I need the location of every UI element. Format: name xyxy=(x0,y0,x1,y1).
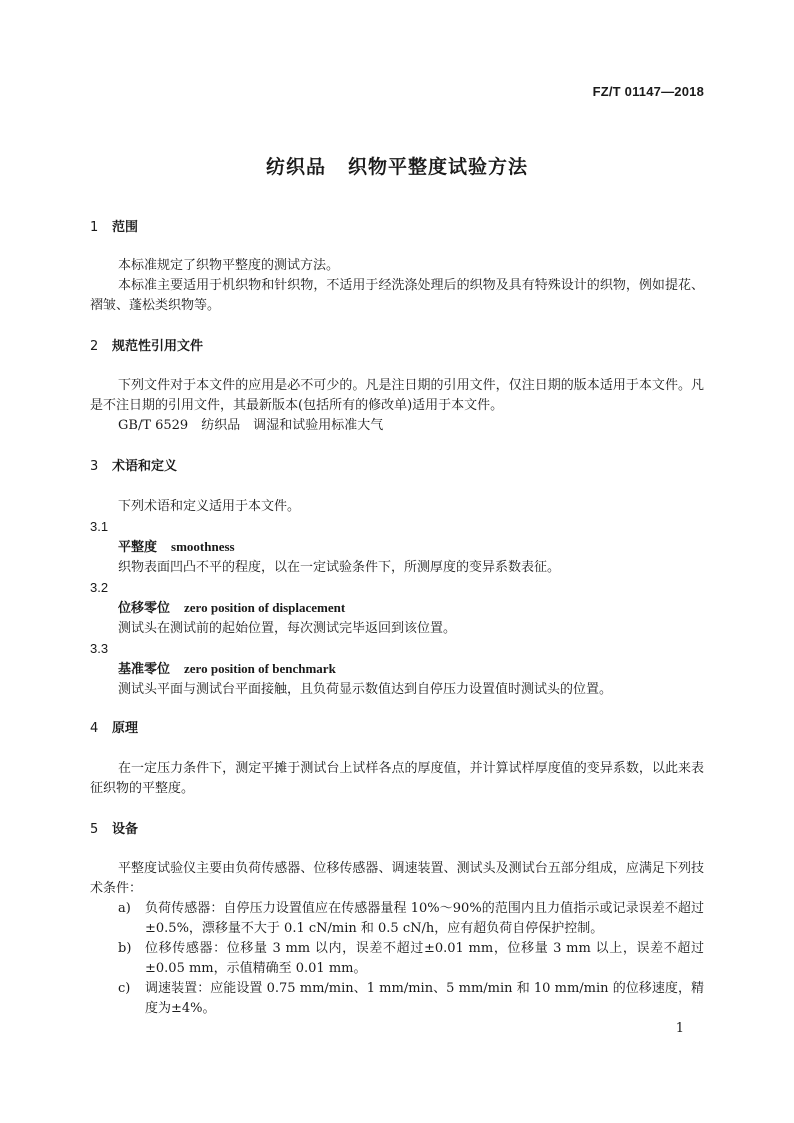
section-number: 1 xyxy=(90,220,99,235)
term-number: 3.1 xyxy=(90,519,109,534)
list-marker: b) xyxy=(118,941,132,956)
list-text: 调速装置：应能设置 0.75 mm/min、1 mm/min、5 mm/min 和 10 mm/min 的位移速度，精度为±4%。 xyxy=(145,981,704,1016)
section-3-heading xyxy=(90,457,704,477)
list-text: 负荷传感器：自停压力设置值应在传感器量程 10%～90%的范围内且力值指示或记录误差不超过±0.5%，漂移量不大于 0.1 cN/min 和 0.5 cN/h，应有超负荷自停保护控制。 xyxy=(145,901,704,936)
page-number: 1 xyxy=(675,1021,684,1036)
term-definition: 织物表面凹凸不平的程度，以在一定试验条件下，所测厚度的变异系数表征。 xyxy=(118,560,561,575)
standard-code: FZ/T 01147—2018 xyxy=(592,84,704,99)
list-item xyxy=(90,939,704,979)
section-number: 3 xyxy=(90,459,99,474)
normative-reference: GB/T 6529 纺织品 调湿和试验用标准大气 xyxy=(118,418,384,433)
paragraph: 在一定压力条件下，测定平摊于测试台上试样各点的厚度值，并计算试样厚度值的变异系数，以此来表征织物的平整度。 xyxy=(90,761,704,796)
section-number: 4 xyxy=(90,721,99,736)
section-number: 2 xyxy=(90,339,99,354)
term-english: zero position of benchmark xyxy=(184,661,336,676)
term-definition: 测试头平面与测试台平面接触，且负荷显示数值达到自停压力设置值时测试头的位置。 xyxy=(118,682,613,697)
term-chinese: 平整度 xyxy=(118,540,158,555)
term-chinese: 基准零位 xyxy=(118,662,171,677)
paragraph: 下列文件对于本文件的应用是必不可少的。凡是注日期的引用文件，仅注日期的版本适用于本文件。凡是不注日期的引用文件，其最新版本(包括所有的修改单)适用于本文件。 xyxy=(90,378,704,413)
section-number: 5 xyxy=(90,822,99,837)
section-title: 原理 xyxy=(112,721,139,736)
paragraph: 本标准规定了织物平整度的测试方法。 xyxy=(118,258,340,273)
section-1-heading xyxy=(90,218,704,238)
section-1-body xyxy=(90,256,704,316)
list-item xyxy=(90,979,704,1019)
list-marker: c) xyxy=(118,981,131,996)
paragraph: 下列术语和定义适用于本文件。 xyxy=(118,499,301,514)
section-title: 范围 xyxy=(112,220,139,235)
term-heading xyxy=(90,598,704,619)
term-english: zero position of displacement xyxy=(184,600,346,615)
title-part-1: 纺织品 xyxy=(265,156,326,178)
section-title: 术语和定义 xyxy=(112,459,178,474)
term-definition: 测试头在测试前的起始位置，每次测试完毕返回到该位置。 xyxy=(118,621,457,636)
document-title xyxy=(0,152,794,179)
term-heading xyxy=(90,537,704,558)
section-2-body xyxy=(90,376,704,436)
section-5-heading xyxy=(90,820,704,840)
term-number: 3.2 xyxy=(90,580,109,595)
section-3-body xyxy=(90,497,704,700)
term-english: smoothness xyxy=(171,539,235,554)
section-4-heading xyxy=(90,719,704,739)
term-chinese: 位移零位 xyxy=(118,601,171,616)
list-text: 位移传感器：位移量 3 mm 以内，误差不超过±0.01 mm，位移量 3 mm 以上，误差不超过±0.05 mm，示值精确至 0.01 mm。 xyxy=(145,941,704,976)
list-item xyxy=(90,899,704,939)
section-4-body xyxy=(90,759,704,799)
section-title: 规范性引用文件 xyxy=(112,339,204,354)
title-part-2: 织物平整度试验方法 xyxy=(348,156,529,178)
term-number: 3.3 xyxy=(90,641,109,656)
paragraph: 平整度试验仪主要由负荷传感器、位移传感器、调速装置、测试头及测试台五部分组成，应满足下列技术条件： xyxy=(90,861,704,896)
list-marker: a) xyxy=(118,901,131,916)
term-heading xyxy=(90,659,704,680)
section-5-body xyxy=(90,859,704,1019)
section-title: 设备 xyxy=(112,822,139,837)
paragraph: 本标准主要适用于机织物和针织物，不适用于经洗涤处理后的织物及具有特殊设计的织物，例如提花、褶皱、蓬松类织物等。 xyxy=(90,278,704,313)
section-2-heading xyxy=(90,337,704,357)
